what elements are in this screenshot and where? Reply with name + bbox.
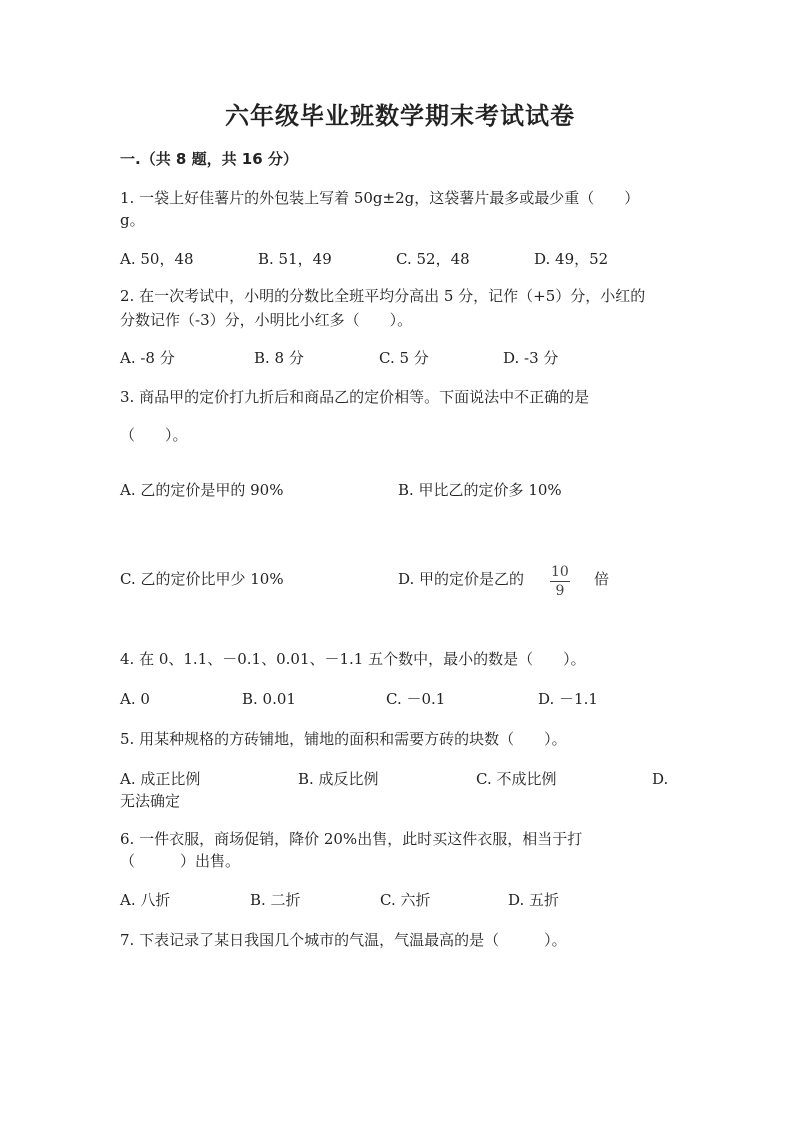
question-5-line1: 5. 用某种规格的方砖铺地，铺地的面积和需要方砖的块数（ ）。 (120, 730, 567, 748)
question-3-option-a: A. 乙的定价是甲的 90% (120, 481, 284, 499)
question-6-option-d: D. 五折 (508, 891, 560, 909)
question-4-option-d: D. －1.1 (538, 690, 598, 708)
question-3-option-b: B. 甲比乙的定价多 10% (398, 481, 562, 499)
question-5-option-c: C. 不成比例 (476, 770, 557, 788)
question-2-option-d: D. -3 分 (503, 349, 559, 367)
question-3-option-d: D. 甲的定价是乙的 (398, 570, 525, 588)
question-2-line2: 分数记作（-3）分，小明比小红多（ ）。 (120, 311, 413, 329)
question-6-option-c: C. 六折 (380, 891, 431, 909)
question-2-option-b: B. 8 分 (254, 349, 304, 367)
question-6-option-a: A. 八折 (120, 891, 171, 909)
fraction-ten-ninths (550, 565, 570, 598)
question-4-line1: 4. 在 0、1.1、－0.1、0.01、－1.1 五个数中，最小的数是（ ）。 (120, 650, 586, 668)
question-3-option-d-suffix: 倍 (594, 570, 610, 588)
question-1-option-a: A. 50，48 (120, 250, 194, 268)
question-2-option-c: C. 5 分 (379, 349, 429, 367)
fraction-denominator: 9 (555, 583, 565, 599)
question-5-option-d: D. (652, 770, 669, 788)
question-6-option-b: B. 二折 (250, 891, 301, 909)
question-6-line1: 6. 一件衣服，商场促销，降价 20%出售，此时买这件衣服，相当于打 (120, 830, 583, 848)
question-5-option-b: B. 成反比例 (298, 770, 379, 788)
question-4-option-a: A. 0 (120, 690, 150, 708)
question-2-option-a: A. -8 分 (120, 349, 175, 367)
question-4-option-c: C. －0.1 (386, 690, 446, 708)
fraction-bar (550, 581, 570, 582)
question-2-line1: 2. 在一次考试中，小明的分数比全班平均分高出 5 分，记作（+5）分，小红的 (120, 287, 646, 305)
question-5-option-a: A. 成正比例 (120, 770, 201, 788)
question-3-line2: （ ）。 (120, 426, 188, 444)
question-7-line1: 7. 下表记录了某日我国几个城市的气温，气温最高的是（ ）。 (120, 931, 567, 949)
fraction-numerator: 10 (551, 564, 569, 580)
question-3-option-c: C. 乙的定价比甲少 10% (120, 570, 284, 588)
page-title: 六年级毕业班数学期末考试试卷 (225, 102, 575, 130)
section-heading: 一.（共 8 题，共 16 分） (120, 150, 298, 168)
question-1-option-b: B. 51，49 (258, 250, 332, 268)
question-3-line1: 3. 商品甲的定价打九折后和商品乙的定价相等。下面说法中不正确的是 (120, 388, 590, 406)
question-1-line2: g。 (120, 211, 145, 229)
question-1-option-d: D. 49，52 (534, 250, 609, 268)
question-6-line2: （ ）出售。 (120, 852, 241, 870)
question-1-line1: 1. 一袋上好佳薯片的外包装上写着 50g±2g，这袋薯片最多或最少重（ ） (120, 189, 640, 207)
question-1-option-c: C. 52，48 (396, 250, 470, 268)
question-5-option-d-text: 无法确定 (120, 792, 181, 810)
question-4-option-b: B. 0.01 (242, 690, 296, 708)
